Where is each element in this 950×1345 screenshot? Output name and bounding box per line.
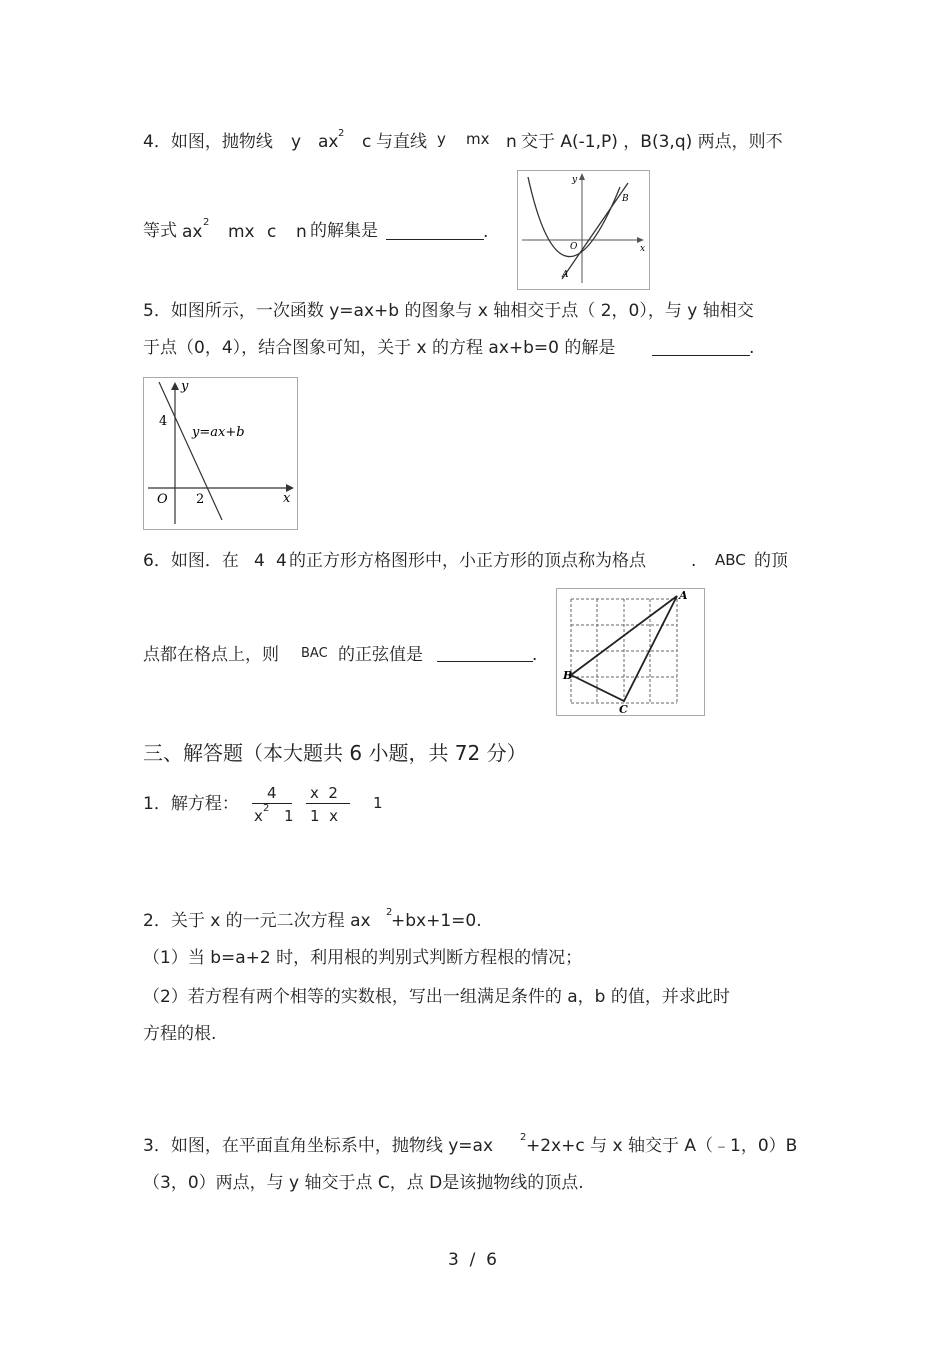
page-number: 3 / 6 [448, 1250, 497, 1270]
p1-lead: 1．解方程： [143, 794, 239, 814]
fig5-equation: y=ax+b [192, 425, 245, 440]
fig5-label-2: 2 [196, 492, 205, 507]
p1-den1-a: x [254, 807, 263, 825]
q4-num: 4．如图，抛物线 [143, 132, 273, 152]
q5-period: . [749, 338, 755, 358]
fig4-label-a: A [562, 270, 569, 280]
q4-n2: n [296, 222, 307, 242]
p1-den1-b: 1 [284, 807, 294, 825]
q4-line2-a: 等式 [143, 221, 177, 241]
fig6-label-a: A [679, 589, 688, 602]
p3-sup: 2 [520, 1132, 527, 1143]
fig4-label-b: B [622, 194, 629, 204]
p3-line1-b: +2x+c 与 x 轴交于 A（﹣1，0）B [526, 1136, 798, 1156]
q4-mx: mx [466, 130, 490, 148]
p2-line1-a: 2．关于 x 的一元二次方程 ax [143, 911, 371, 931]
q5-line2: 于点（0，4），结合图象可知，关于 x 的方程 ax+b=0 的解是 [143, 338, 616, 358]
figure-linear-function [143, 377, 298, 530]
p1-den1-sup: 2 [263, 803, 270, 814]
q4-answer-blank[interactable] [386, 239, 484, 240]
fig6-label-c: C [619, 703, 628, 715]
q6-abc: ABC [715, 551, 746, 569]
q4-c: c [362, 132, 372, 152]
q4-line1 [143, 131, 273, 153]
figure-parabola-line [517, 170, 650, 290]
p3-line1-a: 3．如图，在平面直角坐标系中，抛物线 y=ax [143, 1136, 494, 1156]
q6-period: . [532, 645, 538, 665]
q6-line2-b: 的正弦值是 [338, 645, 423, 665]
p3-line2: （3，0）两点，与 y 轴交于点 C，点 D是该抛物线的顶点. [143, 1173, 584, 1193]
q4-mx2: mx [228, 222, 255, 242]
fig5-label-4: 4 [159, 414, 168, 429]
p2-line1-b: +bx+1=0. [391, 911, 482, 931]
q4-tail: 交于 A(-1,P) ，B(3,q) 两点，则不 [521, 132, 783, 152]
p1-frac1-bar [252, 803, 292, 804]
q6-answer-blank[interactable] [437, 661, 533, 662]
p1-rhs: 1 [373, 794, 383, 812]
q6-bac: BAC [301, 646, 328, 661]
q4-sup2: 2 [338, 128, 345, 139]
fig5-label-x: x [283, 491, 291, 506]
p1-den2: 1 x [310, 807, 338, 825]
p1-frac2-bar [306, 803, 350, 804]
q6-line1-a: 6．如图．在 [143, 551, 239, 571]
p2-line4: 方程的根. [143, 1024, 217, 1044]
q6-n2: 4 [276, 551, 287, 571]
section3-title: 三、解答题（本大题共 6 小题，共 72 分） [143, 741, 527, 765]
q6-dot: . [691, 551, 697, 571]
p1-num1: 4 [267, 784, 277, 802]
fig5-label-y: y [181, 379, 189, 394]
q4-line2-b: 的解集是 [310, 221, 378, 241]
q4-sup2b: 2 [203, 217, 210, 228]
q5-line1: 5．如图所示，一次函数 y=ax+b 的图象与 x 轴相交于点（ 2，0），与 y 轴相交 [143, 301, 754, 321]
p2-line3: （2）若方程有两个相等的实数根，写出一组满足条件的 a，b 的值，并求此时 [143, 987, 730, 1007]
q4-n: n [506, 132, 517, 152]
q6-n1: 4 [254, 551, 265, 571]
figure-grid-triangle [556, 588, 705, 716]
fig4-label-y: y [572, 175, 578, 185]
q4-y2: y [437, 130, 446, 148]
q4-c2: c [267, 222, 277, 242]
q6-line1-b: 的正方形方格图形中，小正方形的顶点称为格点 [289, 551, 646, 571]
fig6-label-b: B [563, 669, 573, 682]
q4-ax2: ax [182, 222, 203, 242]
q4-mid: 与直线 [376, 132, 427, 152]
p1-num2: x 2 [310, 784, 338, 802]
p2-line2: （1）当 b=a+2 时，利用根的判别式判断方程根的情况； [143, 948, 583, 968]
q6-line2-a: 点都在格点上，则 [143, 645, 279, 665]
fig5-label-o: O [157, 492, 168, 507]
fig4-label-o: O [570, 242, 578, 252]
q4-ax: ax [318, 132, 339, 152]
q4-y: y [291, 132, 302, 152]
q5-answer-blank[interactable] [652, 355, 750, 356]
q6-line1-c: 的顶 [754, 551, 788, 571]
fig4-label-x: x [640, 244, 646, 254]
p2-sup: 2 [386, 907, 393, 918]
q4-period: . [483, 222, 489, 242]
